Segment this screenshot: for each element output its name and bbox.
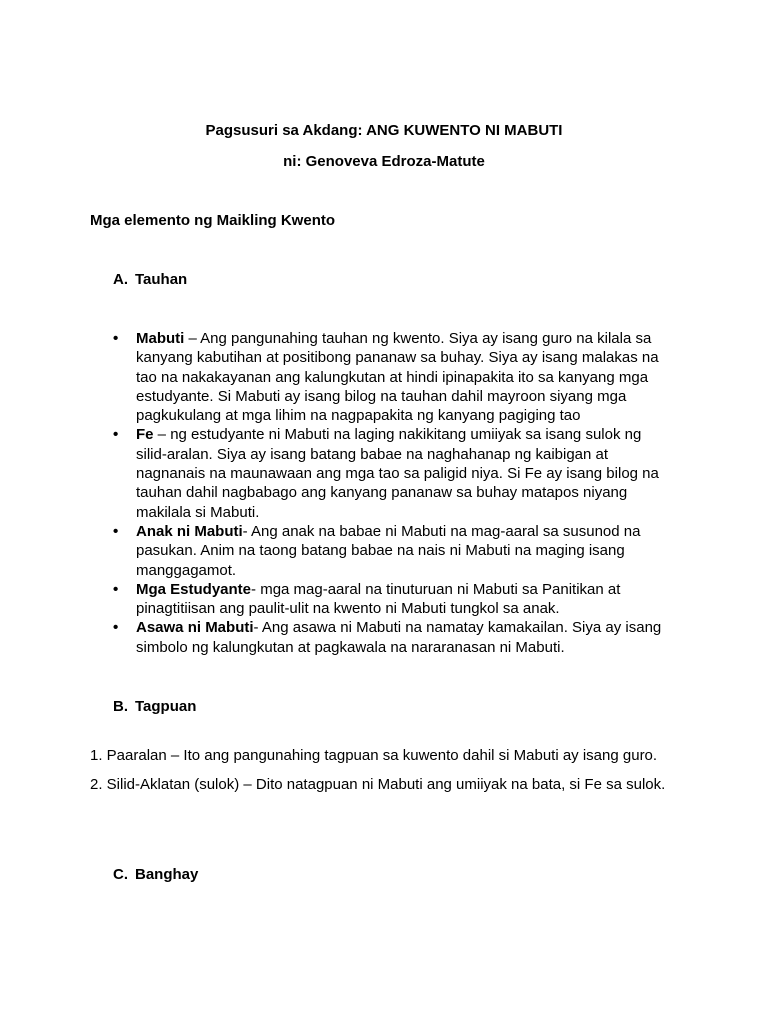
subheading-tagpuan [113,697,196,716]
subheading-label: Banghay [135,866,199,883]
list-item [113,618,673,657]
subheading-banghay [113,865,198,884]
setting-item: 1. Paaralan – Ito ang pangunahing tagpuan sa kuwento dahil si Mabuti ay isang guro. [90,747,658,764]
character-description: – Ang pangunahing tauhan ng kwento. Siya ay isang guro na kilala sa kanyang kabutihan at positibong pananaw sa buhay. Siya ay isang malakas na tao na nakakayanan ang kalungkutan at hindi ipinapakita ito sa kanyang mga estudyante. Si Mabuti ay isang bilog na tauhan dahil mayroon siyang mga pagkukulang at mga lihim na nagpapakita ng kanyang pagiging tao [136,330,659,425]
document-author: ni: Genoveva Edroza-Matute [283,153,485,170]
bullet-icon: • [113,580,119,598]
character-name: Mabuti [136,330,185,347]
subheading-label: Tauhan [135,271,188,288]
bullet-icon: • [113,619,119,637]
document-title: Pagsusuri sa Akdang: ANG KUWENTO NI MABUTI [205,122,563,139]
subheading-tauhan [113,270,187,289]
character-name: Asawa ni Mabuti [136,619,254,637]
section-heading: Mga elemento ng Maikling Kwento [90,212,336,229]
list-item [113,329,673,425]
character-description: – ng estudyante ni Mabuti na laging nakikitang umiiyak sa isang sulok ng silid-aralan. Siya ay isang batang babae na naghahanap ng kaibigan at nagnanais na maunawaan ang mga tao sa paligid niya. Si Fe ay isang bilog na tauhan dahil nagbabago ang kanyang pananaw sa buhay matapos niyang makilala si Mabuti. [136,426,659,521]
setting-item: 2. Silid-Aklatan (sulok) – Dito natagpuan ni Mabuti ang umiiyak na bata, si Fe sa sulok. [90,776,666,793]
list-item [113,425,673,521]
subheading-label: Tagpuan [135,698,197,715]
character-list [113,329,673,657]
character-name: Fe [136,426,154,444]
bullet-icon: • [113,522,119,540]
character-name: Anak ni Mabuti [136,522,243,540]
character-description: - Ang anak na babae ni Mabuti na mag-aaral sa susunod na pasukan. Anim na taong batang babae na nais ni Mabuti na maging isang manggagamot. [136,522,641,579]
character-name: Mga Estudyante [136,580,252,598]
list-item [113,522,673,580]
character-description: - Ang asawa ni Mabuti na namatay kamakailan. Siya ay isang simbolo ng kalungkutan at pagkawala na nararanasan ni Mabuti. [136,619,662,656]
subheading-letter: A. [113,271,128,288]
character-description: - mga mag-aaral na tinuturuan ni Mabuti sa Panitikan at pinagtitiisan ang paulit-ulit na kwento ni Mabuti tungkol sa anak. [136,580,621,618]
bullet-icon: • [113,330,119,347]
bullet-icon: • [113,426,119,444]
subheading-letter: B. [113,698,128,715]
list-item [113,580,673,619]
subheading-letter: C. [113,866,128,883]
